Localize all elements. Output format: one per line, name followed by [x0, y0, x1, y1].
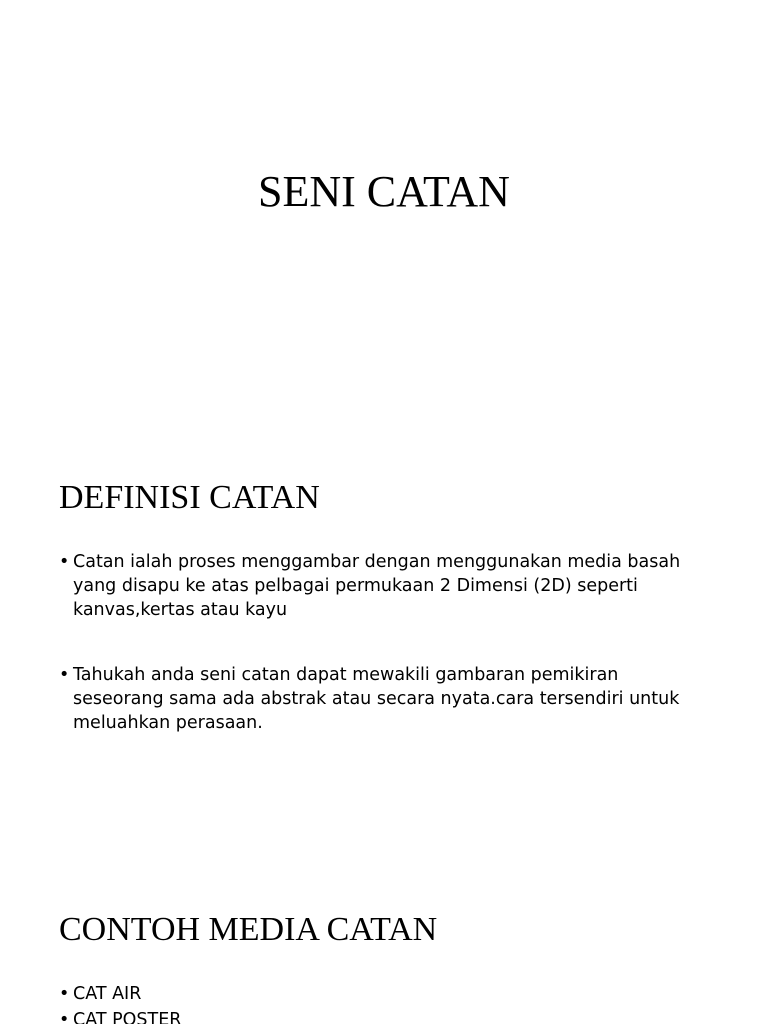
- bullet-text: CAT POSTER: [73, 1010, 182, 1024]
- definition-heading: DEFINISI CATAN: [59, 479, 320, 516]
- bullet-text: Catan ialah proses menggambar dengan menggunakan media basah yang disapu ke atas pelbagai permukaan 2 Dimensi (2D) seperti kanvas,kertas atau kayu: [73, 552, 681, 620]
- bullet-icon: •: [59, 1010, 70, 1024]
- bullet-icon: •: [59, 665, 70, 685]
- definition-bullet-list: [59, 550, 708, 735]
- slide-definition: [0, 430, 768, 862]
- slide-main-title: SENI CATAN: [258, 167, 510, 216]
- bullet-text: CAT AIR: [73, 984, 142, 1004]
- bullet-item: [59, 982, 708, 1006]
- slide-title: [0, 0, 768, 430]
- bullet-item: [59, 1008, 708, 1024]
- bullet-icon: •: [59, 552, 70, 572]
- bullet-text: Tahukah anda seni catan dapat mewakili gambaran pemikiran seseorang sama ada abstrak atau secara nyata.cara tersendiri untuk meluahkan perasaan.: [73, 665, 680, 733]
- media-bullet-list: [59, 982, 708, 1024]
- bullet-item: [59, 550, 708, 622]
- slide-media-examples: [0, 862, 768, 1024]
- bullet-icon: •: [59, 984, 70, 1004]
- media-examples-heading: CONTOH MEDIA CATAN: [59, 911, 438, 948]
- bullet-item: [59, 663, 708, 735]
